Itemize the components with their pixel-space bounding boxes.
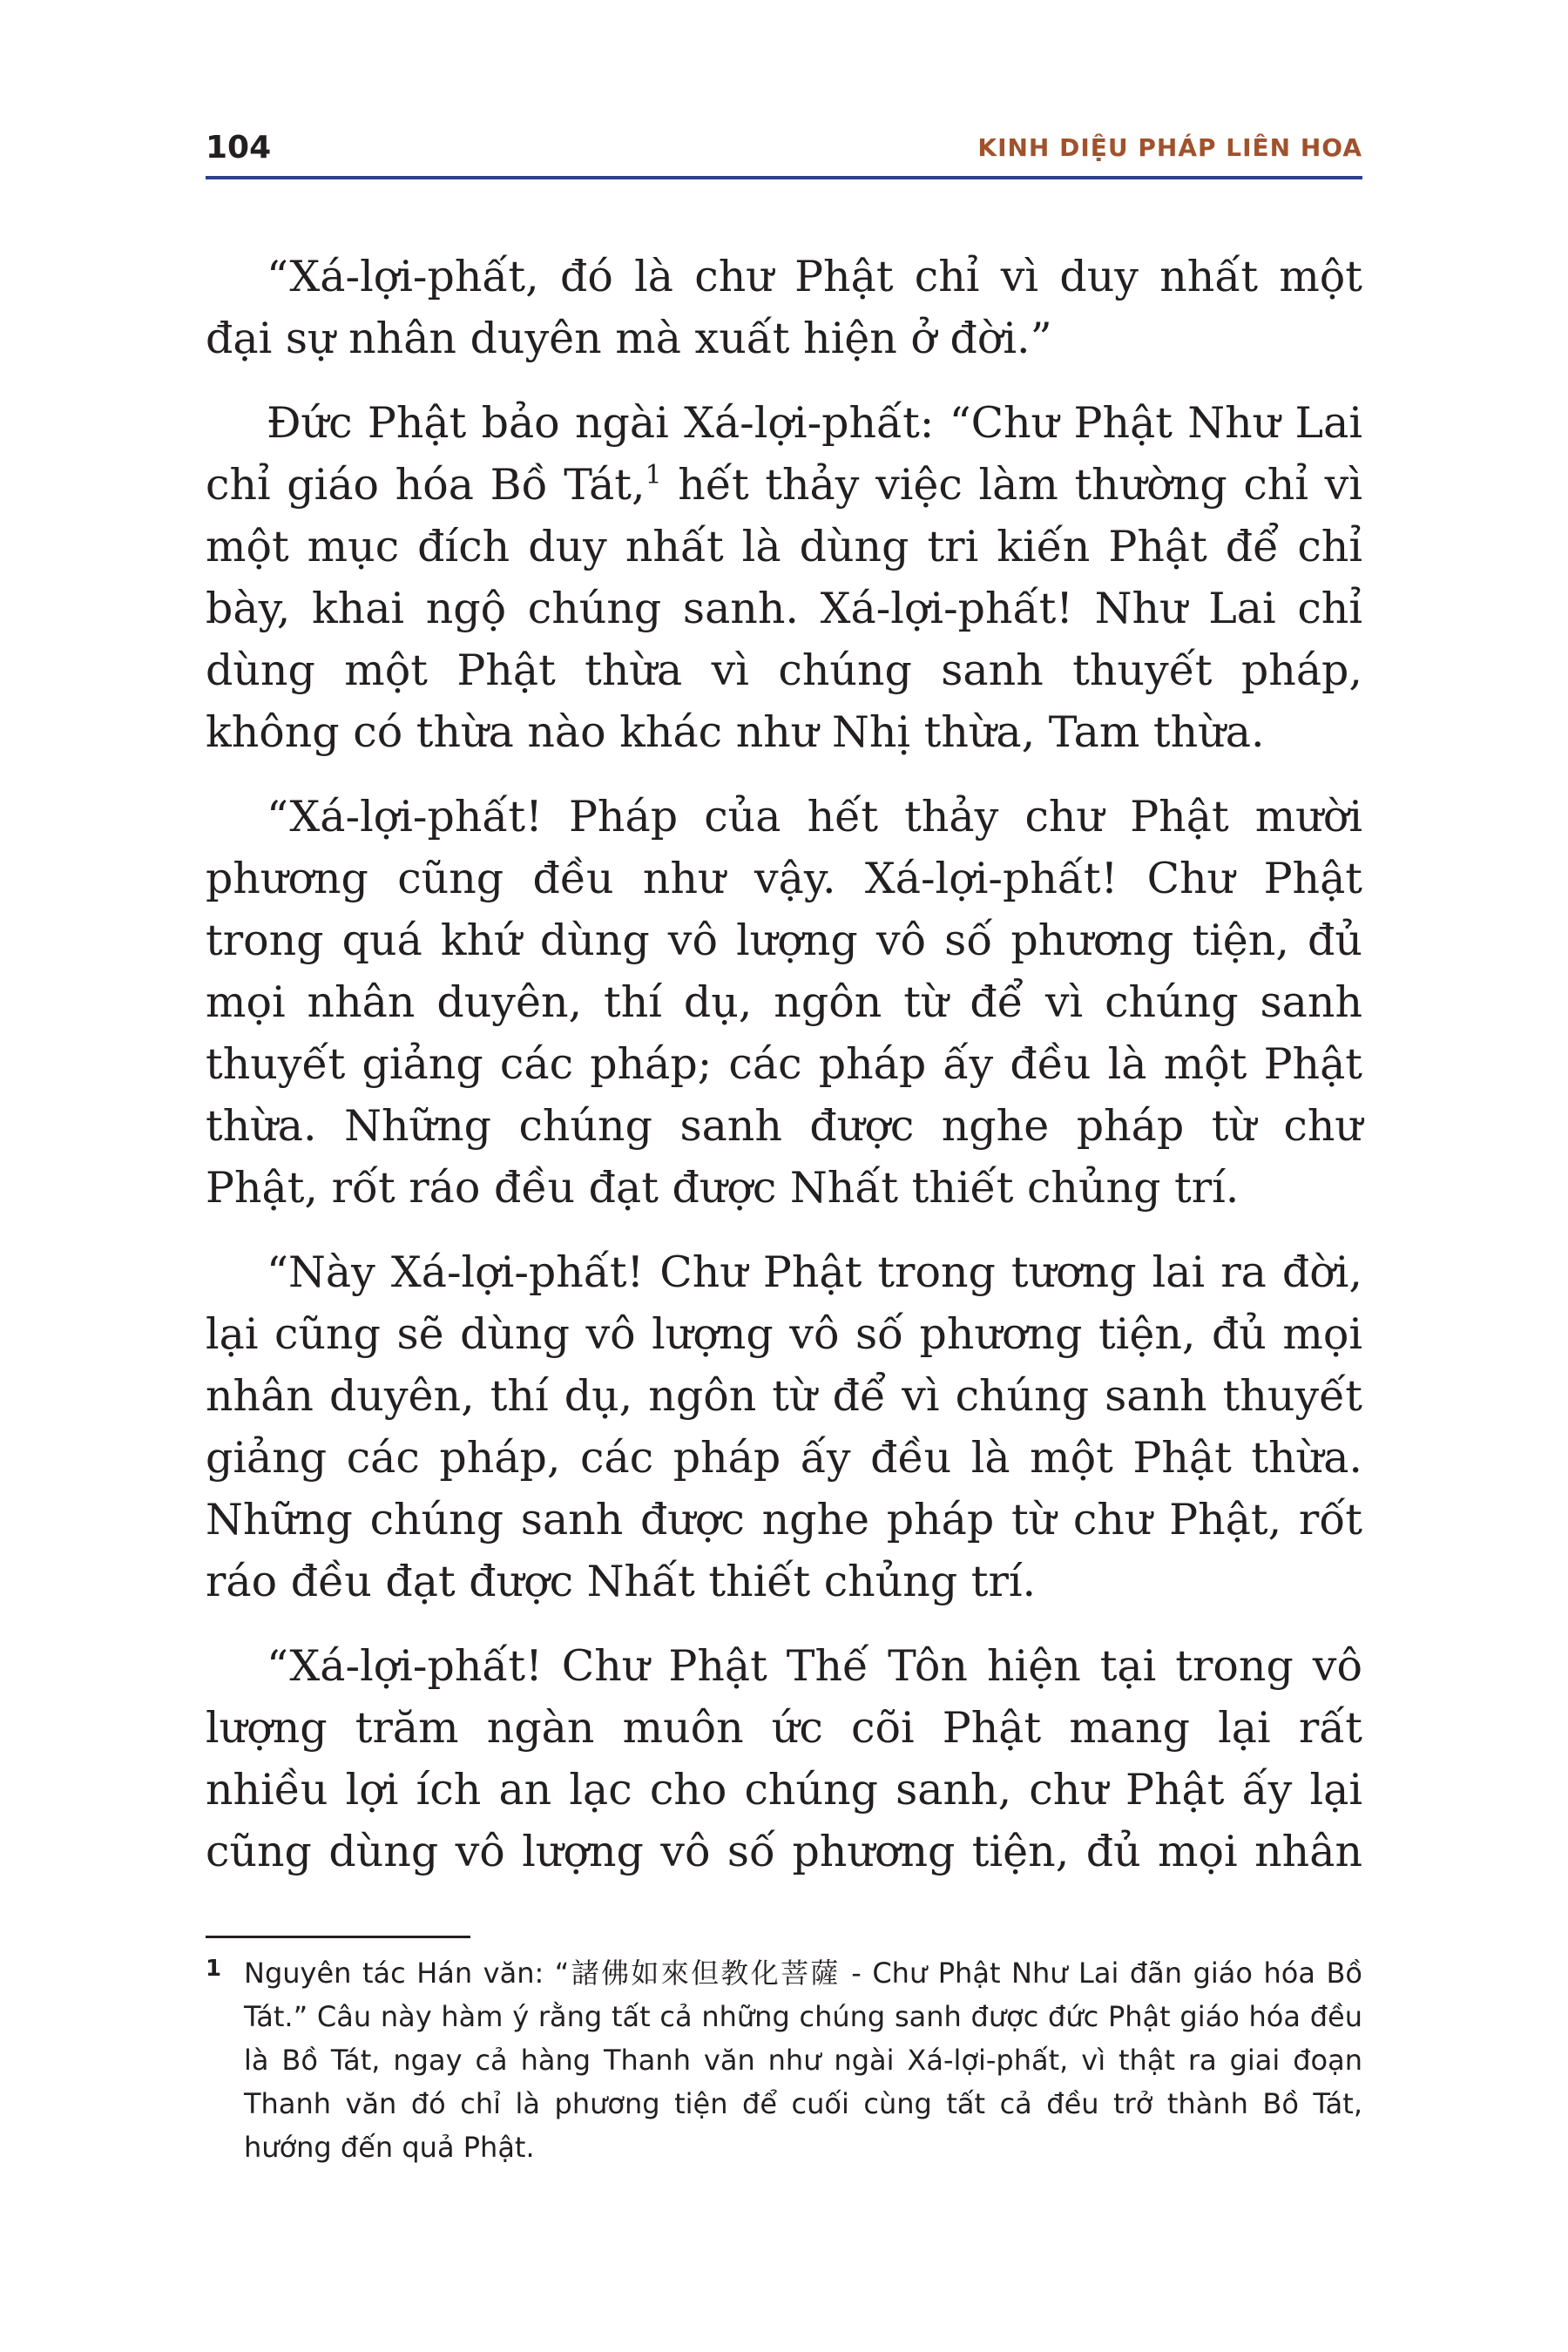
footnote-reference[interactable]: 1 bbox=[645, 460, 662, 490]
footnote bbox=[206, 1951, 1362, 2169]
page-number: 104 bbox=[206, 130, 272, 166]
paragraph-text-before-ref: Đức Phật bảo ngài Xá-lợi-phất: “Chư Phật Như Lai chỉ giáo hóa Bồ Tát, bbox=[206, 398, 1362, 510]
paragraph: “Xá-lợi-phất, đó là chư Phật chỉ vì duy nhất một đại sự nhân duyên mà xuất hiện ở đời.” bbox=[206, 252, 1362, 363]
paragraph: “Xá-lợi-phất! Pháp của hết thảy chư Phật mười phương cũng đều như vậy. Xá-lợi-phất! Chư Phật trong quá khứ dùng vô lượng vô số phương tiện, đủ mọi nhân duyên, thí dụ, ngôn từ để vì chúng sanh thuyết giảng các pháp; các pháp ấy đều là một Phật thừa. Những chúng sanh được nghe pháp từ chư Phật, rốt ráo đều đạt được Nhất thiết chủng trí. bbox=[206, 792, 1362, 1213]
paragraph-text-after-ref: hết thảy việc làm thường chỉ vì một mục đích duy nhất là dùng tri kiến Phật để chỉ bày, khai ngộ chúng sanh. Xá-lợi-phất! Như Lai chỉ dùng một Phật thừa vì chúng sanh thuyết pháp, không có thừa nào khác như Nhị thừa, Tam thừa. bbox=[206, 460, 1362, 757]
footnote-mark: 1 bbox=[206, 1956, 222, 1982]
body-text bbox=[206, 246, 1362, 1905]
paragraph: “Này Xá-lợi-phất! Chư Phật trong tương lai ra đời, lại cũng sẽ dùng vô lượng vô số phương tiện, đủ mọi nhân duyên, thí dụ, ngôn từ để vì chúng sanh thuyết giảng các pháp, các pháp ấy đều là một Phật thừa. Những chúng sanh được nghe pháp từ chư Phật, rốt ráo đều đạt được Nhất thiết chủng trí. bbox=[206, 1247, 1362, 1606]
running-title: KINH DIỆU PHÁP LIÊN HOA bbox=[977, 133, 1362, 162]
footnote-separator bbox=[206, 1936, 470, 1938]
paragraph bbox=[206, 392, 1362, 763]
paragraph: “Xá-lợi-phất! Chư Phật Thế Tôn hiện tại trong vô lượng trăm ngàn muôn ức cõi Phật mang lại rất nhiều lợi ích an lạc cho chúng sanh, chư Phật ấy lại cũng dùng vô lượng vô số phương tiện, đủ mọi nhân bbox=[206, 1641, 1362, 1876]
page-header bbox=[206, 122, 1362, 183]
header-rule bbox=[206, 176, 1362, 179]
footnote-text: Nguyên tác Hán văn: “諸佛如來但教化菩薩 - Chư Phật Như Lai đãn giáo hóa Bồ Tát.” Câu này hàm ý rằng tất cả những chúng sanh được đức Phật giáo hóa đều là Bồ Tát, ngay cả hàng Thanh văn như ngài Xá-lợi-phất, vì thật ra giai đoạn Thanh văn đó chỉ là phương tiện để cuối cùng tất cả đều trở thành Bồ Tát, hướng đến quả Phật. bbox=[244, 1957, 1362, 2164]
